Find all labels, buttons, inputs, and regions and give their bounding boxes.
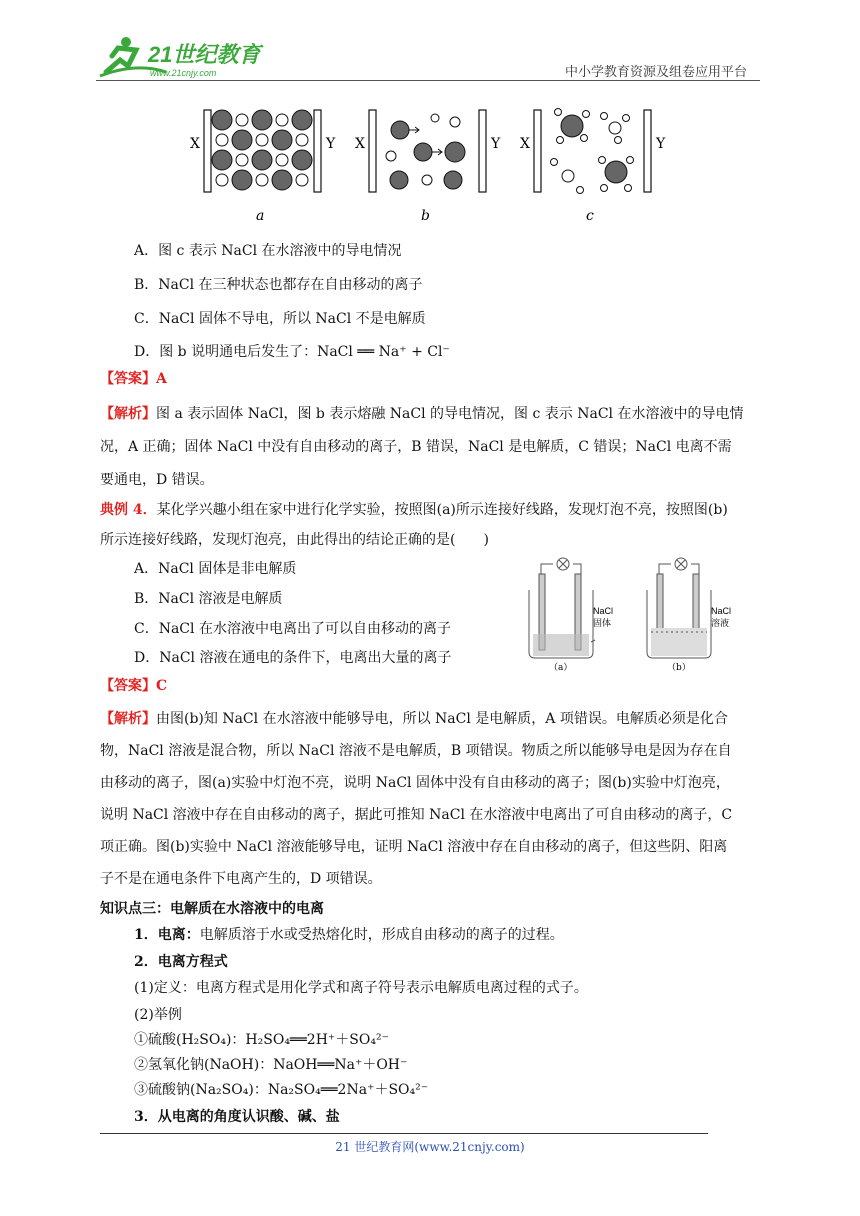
section3-item2-title: 2．电离方程式: [134, 954, 228, 970]
beaker-a: [529, 558, 595, 658]
q3-option-d: D．图 b 说明通电后发生了：NaCl ══ Na⁺ + Cl⁻: [134, 344, 450, 360]
svg-text:Y: Y: [326, 136, 336, 152]
panel-a: [190, 110, 336, 224]
q3-option-a: A．图 c 表示 NaCl 在水溶液中的导电情况: [134, 243, 402, 259]
svg-text:（a）: （a）: [549, 663, 573, 673]
q3-answer: [100, 369, 167, 389]
svg-text:溶液: 溶液: [711, 619, 730, 629]
svg-text:Y: Y: [491, 136, 501, 152]
ex4-option-a: A．NaCl 固体是非电解质: [134, 561, 297, 577]
q3-option-c: C．NaCl 固体不导电，所以 NaCl 不是电解质: [134, 311, 426, 327]
ex4-option-d: D．NaCl 溶液在通电的条件下，电离出大量的离子: [134, 650, 452, 666]
answer-tag: 【答案】: [100, 371, 156, 387]
ex4-analysis-line-2: 物，NaCl 溶液是混合物，所以 NaCl 溶液不是电解质，B 项错误。物质之所以能够导电是因为存在自: [100, 743, 732, 759]
section3-title: 知识点三：电解质在水溶液中的电离: [100, 901, 324, 917]
section3-examples-title: (2)举例: [134, 1007, 182, 1023]
logo-url: www.21cnjy.com: [150, 68, 217, 78]
beaker-b: [647, 558, 711, 658]
example4-stem-2: 所示连接好线路，发现灯泡亮，由此得出的结论正确的是( ): [100, 532, 489, 548]
figure-beakers: [525, 552, 765, 678]
ex4-analysis-line-6: 子不是在通电条件下电离产生的，D 项错误。: [100, 871, 382, 887]
svg-text:a: a: [256, 208, 265, 224]
site-logo: [96, 32, 266, 82]
ex4-analysis-line-1: 【解析】由图(b)知 NaCl 在水溶液中能够导电，所以 NaCl 是电解质，A 项错误。电解质必须是化合: [100, 711, 728, 727]
header-divider: [96, 80, 760, 81]
section3-item3-title: 3．从电离的角度认识酸、碱、盐: [134, 1109, 340, 1125]
section3-definition: (1)定义：电离方程式是用化学式和离子符号表示电解质电离过程的式子。: [134, 980, 588, 996]
ex4-option-c: C．NaCl 在水溶液中电离出了可以自由移动的离子: [134, 621, 451, 637]
equation-naoh: ②氢氧化钠(NaOH)：NaOH══Na⁺＋OH⁻: [134, 1057, 408, 1073]
ex4-analysis-line-3: 由移动的离子，图(a)实验中灯泡不亮，说明 NaCl 固体中没有自由移动的离子；图(b)实验中灯泡亮，: [100, 775, 730, 791]
section3-item1: 1．电离：电解质溶于水或受热熔化时，形成自由移动的离子的过程。: [134, 927, 564, 943]
ex4-analysis-line-5: 项正确。图(b)实验中 NaCl 溶液能够导电，证明 NaCl 溶液中存在自由移动的离子，但这些阴、阳离: [100, 839, 728, 855]
analysis-tag: 【解析】: [100, 406, 156, 422]
svg-text:固体: 固体: [593, 619, 612, 629]
example4-stem-1: 典例 4．某化学兴趣小组在家中进行化学实验，按照图(a)所示连接好线路，发现灯泡不亮，按照图(b): [100, 502, 728, 518]
svg-text:X: X: [190, 136, 200, 152]
svg-text:c: c: [586, 208, 594, 224]
platform-name: 中小学教育资源及组卷应用平台: [565, 65, 748, 80]
ex4-analysis-line-4: 说明 NaCl 溶液中存在自由移动的离子，据此可推知 NaCl 在水溶液中电离出了可自由移动的离子，C: [100, 807, 733, 823]
q3-analysis-line-1: 【解析】图 a 表示固体 NaCl，图 b 表示熔融 NaCl 的导电情况，图 c 表示 NaCl 在水溶液中的导电情: [100, 406, 744, 422]
q3-analysis-line-3: 要通电，D 错误。: [100, 472, 214, 488]
panel-c: [520, 109, 666, 225]
svg-text:b: b: [421, 208, 430, 224]
answer-value: A: [156, 371, 167, 387]
equation-h2so4: ①硫酸(H₂SO₄)：H₂SO₄══2H⁺＋SO₄²⁻: [134, 1032, 389, 1048]
panel-b: [355, 110, 501, 224]
ex4-answer: 【答案】C: [100, 678, 168, 694]
footer-site[interactable]: 21 世纪教育网(www.21cnjy.com): [335, 1140, 525, 1154]
svg-text:NaCl: NaCl: [593, 606, 614, 616]
q3-option-b: B．NaCl 在三种状态也都存在自由移动的离子: [134, 277, 423, 293]
ex4-option-b: B．NaCl 溶液是电解质: [134, 591, 283, 607]
example-tag: 典例 4．: [100, 502, 157, 518]
svg-text:（b）: （b）: [667, 663, 691, 673]
figure-nacl-states: [190, 100, 690, 234]
svg-text:X: X: [520, 136, 530, 152]
logo-text: 21世纪教育: [148, 42, 261, 67]
svg-text:X: X: [355, 136, 365, 152]
q3-analysis-line-2: 况，A 正确；固体 NaCl 中没有自由移动的离子，B 错误，NaCl 是电解质，C 错误；NaCl 电离不需: [100, 439, 732, 455]
svg-text:Y: Y: [656, 136, 666, 152]
footer-divider: [100, 1133, 708, 1134]
svg-text:NaCl: NaCl: [711, 606, 732, 616]
equation-na2so4: ③硫酸钠(Na₂SO₄)：Na₂SO₄══2Na⁺＋SO₄²⁻: [134, 1082, 429, 1098]
